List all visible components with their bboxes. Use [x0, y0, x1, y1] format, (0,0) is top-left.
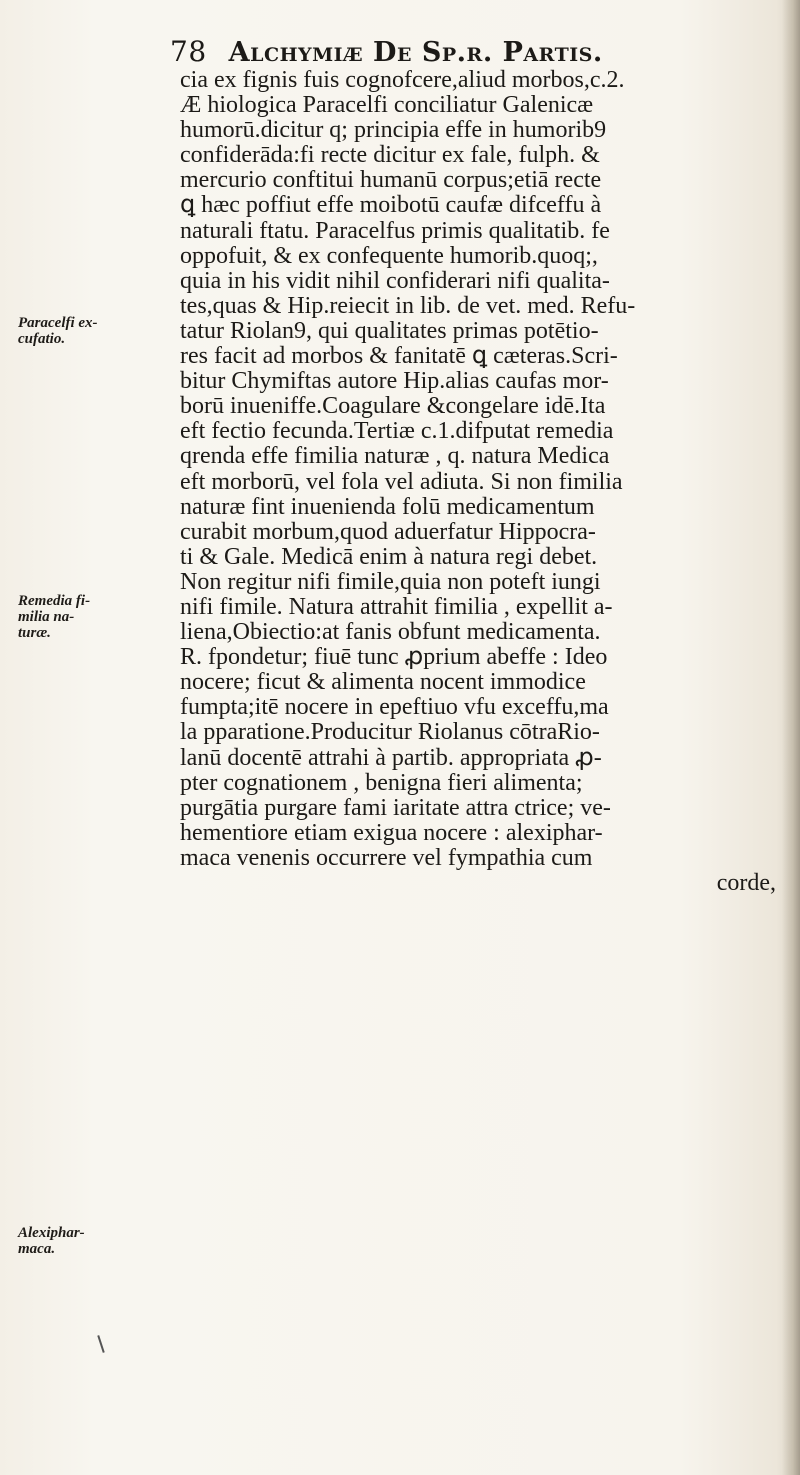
text-line: pter cognationem , benigna fieri alimenta; [180, 769, 583, 796]
text-line: qrenda effe fimilia naturæ , q. natura Medica [180, 443, 610, 470]
marginal-note-line: Alexiphar- [18, 1225, 85, 1241]
text-line: mercurio conftitui humanū corpus;etiā recte [180, 167, 602, 194]
text-line: eft fectio fecunda.Tertiæ c.1.difputat remedia [180, 418, 614, 445]
catchword: corde, [716, 870, 776, 896]
marginal-note-line: cufatio. [18, 331, 66, 347]
ink-mark [97, 1335, 104, 1353]
text-line: tes,quas & Hip.reiecit in lib. de vet. med. Refu- [180, 292, 636, 319]
marginal-note [18, 1225, 85, 1257]
marginal-note-line: Paracelfi ex- [18, 315, 98, 331]
text-line: ꝗ hæc poffiut effe moibotū caufæ difceffu à [180, 192, 602, 219]
text-line: nifi fimile. Natura attrahit fimilia , expellit a- [180, 593, 613, 620]
text-line: borū inueniffe.Coagulare &congelare idē.Ita [180, 393, 606, 420]
text-line: maca venenis occurrere vel fympathia cum [180, 844, 593, 871]
text-line: ti & Gale. Medicā enim à natura regi debet. [180, 543, 598, 570]
text-line: hementiore etiam exigua nocere : alexiphar- [180, 819, 603, 846]
text-line: naturæ fint inuenienda folū medicamentum [180, 493, 595, 520]
marginal-note-line: turæ. [18, 625, 51, 641]
text-line: curabit morbum,quod aduerfatur Hippocra- [180, 518, 596, 545]
text-line: res facit ad morbos & fanitatē ꝗ cæteras.Scri- [180, 343, 618, 370]
text-line: eft morborū, vel fola vel adiuta. Si non fimilia [180, 468, 623, 495]
text-line: tatur Riolan9, qui qualitates primas potētio- [180, 317, 599, 344]
text-line: bitur Chymiftas autore Hip.alias caufas mor- [180, 368, 609, 395]
text-line: cia ex fignis fuis cognofcere,aliud morbos,c.2. [180, 67, 625, 93]
text-line: naturali ftatu. Paracelfus primis qualitatib. fe [180, 217, 610, 244]
marginal-note-line: Remedia fi- [18, 593, 91, 609]
marginal-note-line: milia na- [18, 609, 75, 625]
text-line: lanū docentē attrahi à partib. appropriata ꝓ- [180, 744, 602, 771]
text-line: fumpta;itē nocere in epeftiuo vfu exceffu,ma [180, 694, 609, 721]
page-edge-shadow [782, 0, 800, 1475]
marginal-note [18, 593, 90, 641]
text-line: humorū.dicitur q; principia effe in humorib9 [180, 117, 607, 144]
text-line: Non regitur nifi fimile,quia non poteft iungi [180, 568, 601, 595]
text-line: oppofuit, & ex confequente humorib.quoq;, [180, 242, 598, 269]
marginal-note-line: maca. [18, 1241, 56, 1257]
text-line: liena,Obiectio:at fanis obfunt medicamenta. [180, 619, 601, 646]
running-header [170, 22, 770, 68]
text-line: confiderāda:fi recte dicitur ex fale, fulph. & [180, 142, 600, 169]
text-line: Æ hiologica Paracelfi conciliatur Galenicæ [180, 92, 594, 119]
running-title: Alchymiæ De Sp.r. Partis. [228, 37, 603, 68]
marginal-note [18, 315, 98, 347]
text-line: la pparatione.Producitur Riolanus cōtraRio- [180, 719, 600, 746]
main-text-block [180, 68, 780, 896]
text-line: nocere; ficut & alimenta nocent immodice [180, 669, 586, 696]
text-line: R. fpondetur; fiuē tunc ꝓprium abeffe : Ideo [180, 644, 608, 671]
text-line: quia in his vidit nihil confiderari nifi qualita- [180, 267, 610, 294]
page-number: 78 [170, 35, 207, 68]
text-line: purgātia purgare fami iaritate attra ctrice; ve- [180, 794, 611, 821]
